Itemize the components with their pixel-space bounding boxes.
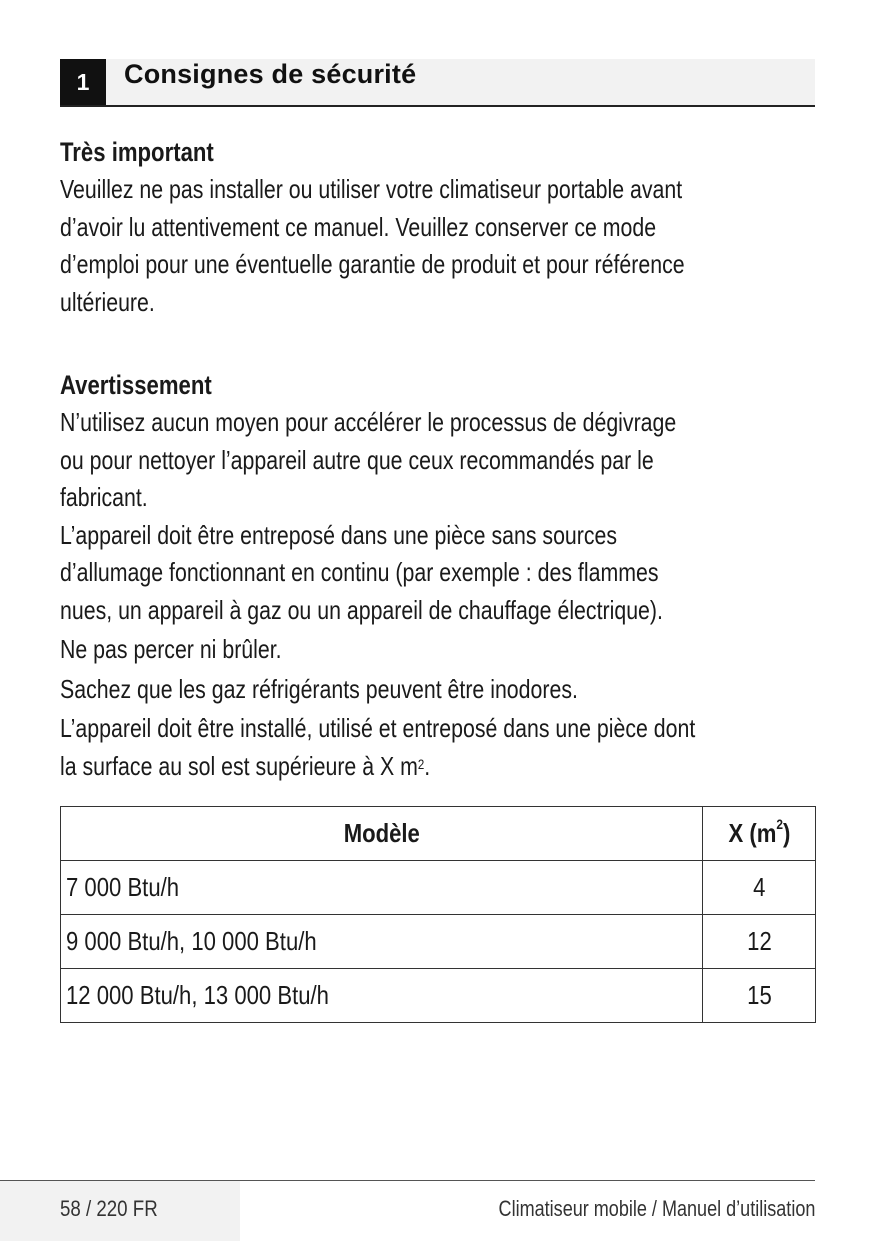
warning-paragraph-2 bbox=[60, 517, 815, 630]
table-cell-x: 4 bbox=[703, 861, 816, 915]
table-header-x: X $(m^2)$ bbox=[703, 807, 816, 861]
warning-line: ou pour nettoyer l’appareil autre que ceux recommandés par le bbox=[60, 444, 654, 475]
table-row bbox=[61, 915, 816, 969]
document-title: Climatiseur mobile / Manuel d’utilisation bbox=[498, 1196, 815, 1221]
warning-line: fabricant. bbox=[60, 482, 148, 512]
important-heading: Très important bbox=[60, 137, 214, 167]
warning-line: L’appareil doit être entreposé dans une pièce sans sources bbox=[60, 519, 618, 550]
warning-line: L’appareil doit être installé, utilisé et entreposé dans une pièce dont bbox=[60, 713, 696, 743]
superscript-2: 2 bbox=[417, 755, 425, 772]
table-cell-model: 7 000 Btu/h bbox=[61, 861, 703, 915]
important-paragraph bbox=[60, 171, 815, 321]
warning-paragraph-4 bbox=[60, 671, 815, 709]
table-header-row bbox=[61, 807, 816, 861]
page-number: 58 / 220 FR bbox=[60, 1196, 158, 1221]
table-cell-x: 12 bbox=[703, 915, 816, 969]
warning-line: Ne pas percer ni brûler. bbox=[60, 634, 282, 664]
warning-line: N’utilisez aucun moyen pour accélérer le processus de dégivrage bbox=[60, 407, 677, 437]
table-row bbox=[61, 969, 816, 1023]
table-row bbox=[61, 861, 816, 915]
warning-paragraph-3 bbox=[60, 631, 815, 669]
table-cell-x: 15 bbox=[703, 969, 816, 1023]
warning-block bbox=[60, 366, 815, 785]
warning-line: nues, un appareil à gaz ou un appareil de chauffage électrique). bbox=[60, 594, 663, 625]
warning-heading: Avertissement bbox=[60, 370, 212, 400]
table-cell-model: 12 000 Btu/h, 13 000 Btu/h bbox=[61, 969, 703, 1023]
warning-paragraph-5 bbox=[60, 710, 815, 785]
warning-line: Sachez que les gaz réfrigérants peuvent être inodores. bbox=[60, 673, 578, 704]
important-line: d’emploi pour une éventuelle garantie de produit et pour référence bbox=[60, 249, 685, 279]
table-header-model: Modèle bbox=[61, 807, 703, 861]
section-number: 1 bbox=[60, 59, 106, 105]
section-title: Consignes de sécurité bbox=[124, 59, 417, 89]
important-line: ultérieure. bbox=[60, 286, 155, 317]
warning-paragraph-1 bbox=[60, 404, 815, 517]
warning-line: d’allumage fonctionnant en continu (par exemple : des flammes bbox=[60, 557, 659, 587]
important-line: Veuillez ne pas installer ou utiliser votre climatiseur portable avant bbox=[60, 174, 683, 204]
table-cell-model: 9 000 Btu/h, 10 000 Btu/h bbox=[61, 915, 703, 969]
warning-line-area: la surface au sol est supérieure à X $m^2$. bbox=[60, 750, 431, 781]
important-line: d’avoir lu attentivement ce manuel. Veuillez conserver ce mode bbox=[60, 211, 657, 242]
section-header bbox=[60, 59, 815, 107]
area-table bbox=[60, 806, 816, 1023]
important-block bbox=[60, 133, 815, 321]
